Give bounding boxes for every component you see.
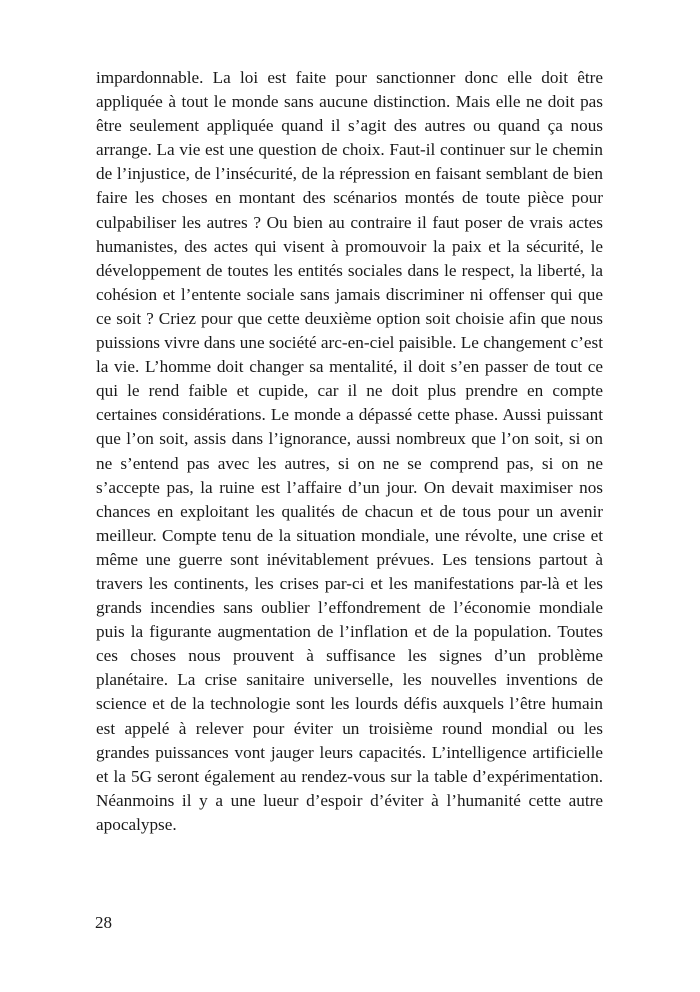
page-number: 28 <box>95 913 112 932</box>
body-paragraph: impardonnable. La loi est faite pour sanctionner donc elle doit être appliquée à tout le monde sans aucune distinction. Mais elle ne doit pas être seulement appliquée quand il s’agit des autres ou quand ça nous arrange. La vie est une question de choix. Faut-il continuer sur le chemin de l’injustice, de l’insécurité, de la répression en faisant semblant de bien faire les choses en montant des scénarios montés de toute pièce pour culpabiliser les autres ? Ou bien au contraire il faut poser de vrais actes humanistes, des actes qui visent à promouvoir la paix et la sécurité, le développement de toutes les entités sociales dans le respect, la liberté, la cohésion et l’entente sociale sans jamais discriminer ni offenser qui que ce soit ? Criez pour que cette deuxième option soit choisie afin que nous puissions vivre dans une société arc-en-ciel paisible. Le changement c’est la vie. L’homme doit changer sa mentalité, il doit s’en passer de tout ce qui le rend faible et cupide, car il ne doit plus prendre en compte certaines considérations. Le monde a dépassé cette phase. Aussi puissant que l’on soit, assis dans l’ignorance, aussi nombreux que l’on soit, si on ne s’entend pas avec les autres, si on ne se comprend pas, si on ne s’accepte pas, la ruine est l’affaire d’un jour. On devait maximiser nos chances en exploitant les qualités de chacun et de tous pour un avenir meilleur. Compte tenu de la situation mondiale, une révolte, une crise et même une guerre sont inévitablement prévues. Les tensions partout à travers les continents, les crises par-ci et les manifestations par-là et les grands incendies sans oublier l’effondrement de l’économie mondiale puis la figurante augmentation de l’inflation et de la population. Toutes ces choses nous prouvent à suffisance les signes d’un problème planétaire. La crise sanitaire universelle, les nouvelles inventions de science et de la technologie sont les lourds défis auxquels l’être humain est appelé à relever pour éviter un troisième round mondial ou les grandes puissances vont jauger leurs capacités. L’intelligence artificielle et la 5G seront également au rendez-vous sur la table d’expérimentation. Néanmoins il y a une lueur d’espoir d’éviter à l’humanité cette autre apocalypse. <box>96 68 603 834</box>
